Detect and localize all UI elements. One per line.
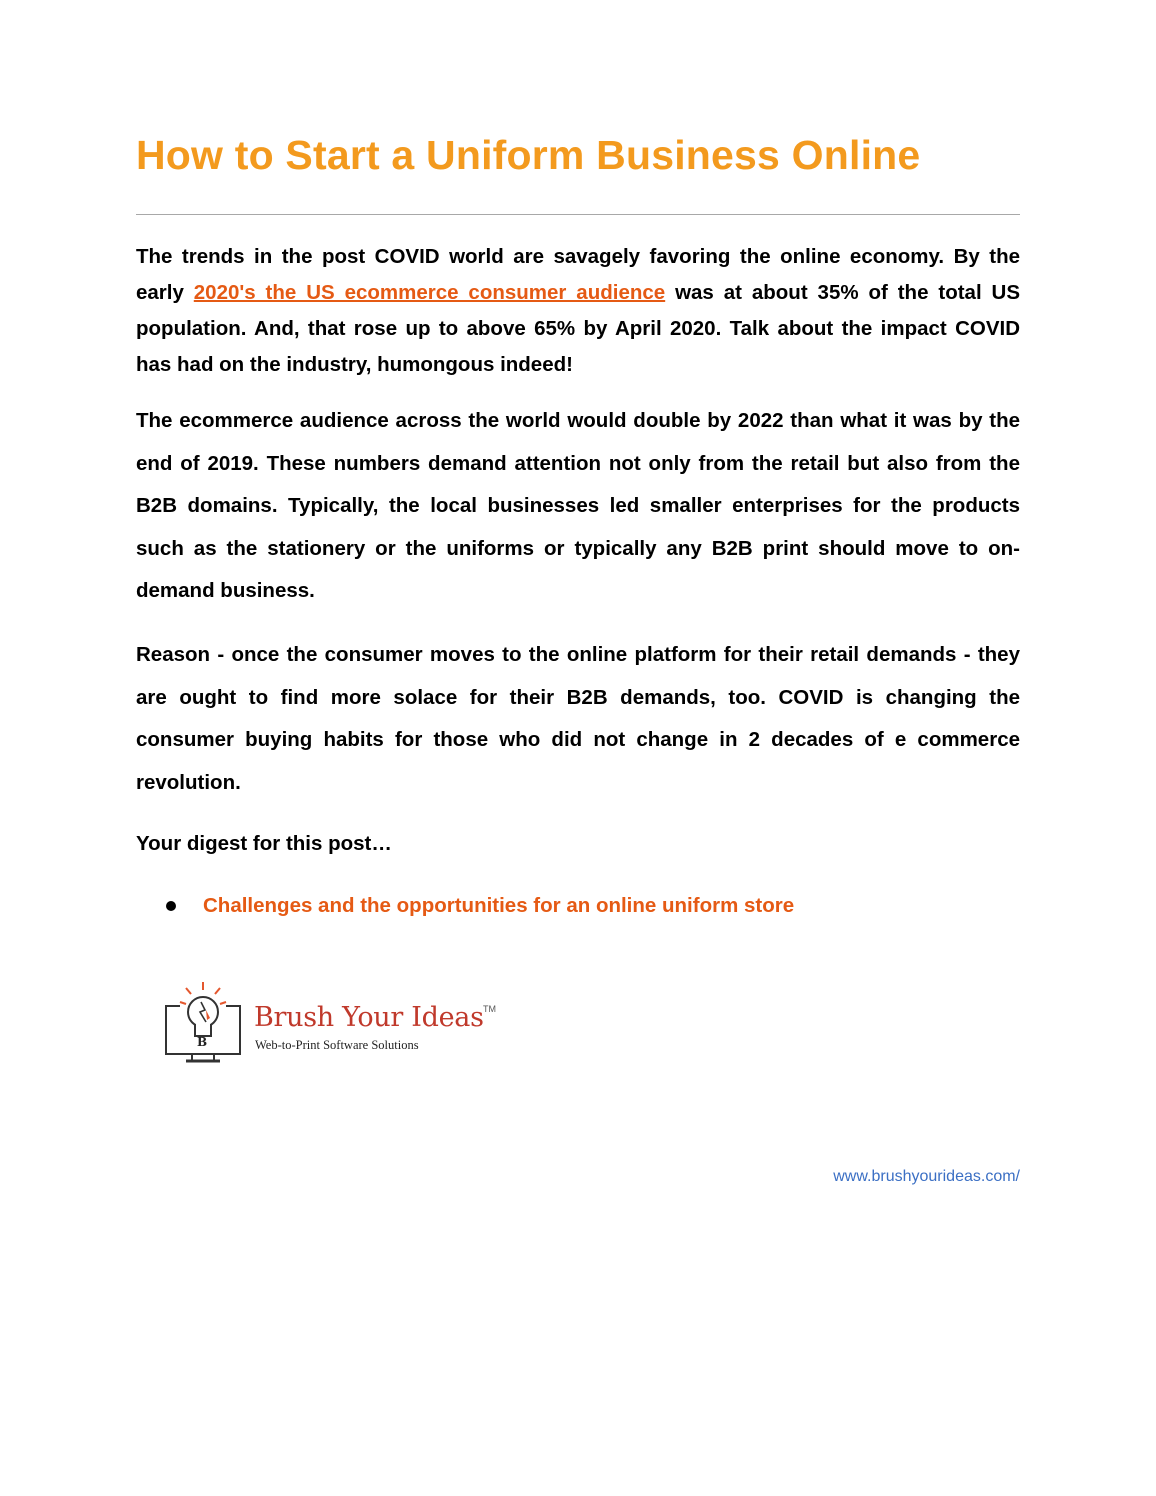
intro-paragraph <box>136 239 1020 383</box>
page-title: How to Start a Uniform Business Online <box>136 132 921 178</box>
reason-paragraph: Reason - once the consumer moves to the online platform for their retail demands - they are ought to find more solace for their B2B demands, too. COVID is changing the consumer buying habits for those who did not change in 2 decades of e commerce revolution. <box>136 643 1020 794</box>
trademark-mark: TM <box>483 1004 496 1014</box>
brand-name: Brush Your Ideas <box>254 1002 484 1033</box>
digest-list <box>166 888 794 924</box>
digest-heading: Your digest for this post… <box>136 832 392 855</box>
title-divider <box>136 214 1020 215</box>
bullet-point-icon <box>166 901 176 911</box>
intro-text-before-link: The trends in the post COVID world are savagely favoring the online economy. By the early <box>136 245 1020 304</box>
digest-list-item[interactable] <box>166 888 794 924</box>
ecommerce-audience-link[interactable]: 2020's the US ecommerce consumer audience <box>193 281 666 304</box>
ecommerce-growth-paragraph: The ecommerce audience across the world would double by 2022 than what it was by the end of 2019. These numbers demand attention not only from the retail but also from the B2B domains. Typically, the local businesses led smaller enterprises for the products such as the stationery or the uniforms or typically any B2B print should move to on-demand business. <box>136 409 1020 602</box>
footer-website-link[interactable]: www.brushyourideas.com/ <box>833 1168 1020 1185</box>
svg-text:B: B <box>197 1035 208 1049</box>
intro-text-after-link: was at about 35% of the total US population. And, that rose up to above 65% by April 2020. Talk about the impact COVID has had on the industry, humongous indeed! <box>136 281 1021 376</box>
digest-item-label: Challenges and the opportunities for an online uniform store <box>203 894 795 917</box>
brand-logo <box>162 976 502 1066</box>
lightbulb-monitor-logo-icon <box>162 976 246 1064</box>
brand-tagline: Web-to-Print Software Solutions <box>255 1038 419 1052</box>
